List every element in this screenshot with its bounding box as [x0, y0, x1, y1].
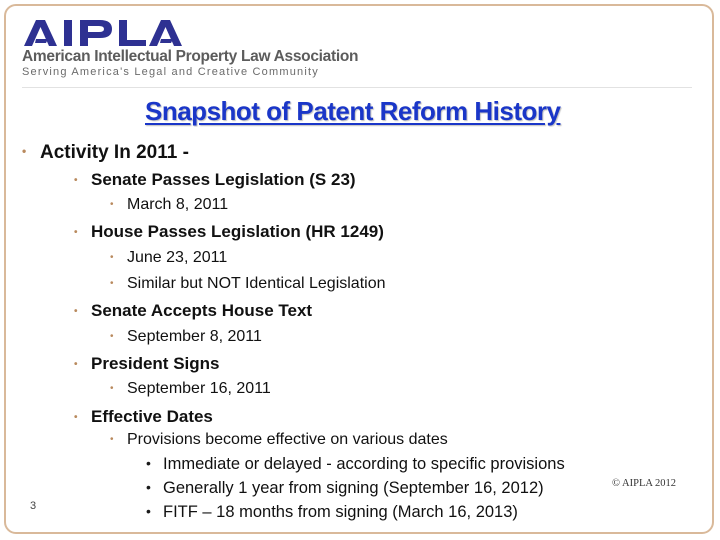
detail-text: Immediate or delayed - according to specific provisions	[163, 455, 565, 473]
subitem-house-passes-note	[110, 275, 386, 293]
item-senate-accepts	[74, 301, 312, 321]
subitem-text: September 16, 2011	[127, 380, 271, 397]
copyright-notice: © AIPLA 2012	[612, 478, 676, 489]
subitem-president-signs-date	[110, 380, 271, 398]
slide-title: Snapshot of Patent Reform History	[145, 96, 561, 126]
subitem-senate-passes-date	[110, 196, 228, 214]
bullet-icon: •	[110, 434, 114, 445]
subitem-text: Similar but NOT Identical Legislation	[127, 275, 386, 292]
bullet-icon: •	[74, 175, 78, 186]
detail-text: FITF – 18 months from signing (March 16, 2013)	[163, 503, 518, 521]
subitem-senate-accepts-date	[110, 328, 262, 346]
subitem-effective-dates-note	[110, 431, 448, 449]
bullet-icon: •	[110, 278, 114, 289]
item-senate-passes	[74, 170, 356, 190]
heading-activity-2011	[22, 142, 189, 164]
logo-mark-text: AIPLA	[22, 18, 25, 19]
heading-text: Activity In 2011 -	[40, 142, 189, 163]
item-house-passes	[74, 222, 384, 242]
subitem-text: September 8, 2011	[127, 328, 262, 345]
bullet-icon: •	[146, 479, 151, 495]
bullet-icon: •	[146, 503, 151, 519]
subitem-text: March 8, 2011	[127, 196, 229, 213]
bullet-icon: •	[110, 383, 114, 394]
subitem-text: June 23, 2011	[127, 249, 228, 266]
bullet-icon: •	[74, 359, 78, 370]
item-text: House Passes Legislation (HR 1249)	[91, 222, 384, 241]
bullet-icon: •	[74, 227, 78, 238]
detail-effective-1	[146, 455, 565, 474]
detail-effective-3	[146, 503, 518, 522]
subitem-house-passes-date	[110, 249, 227, 267]
bullet-icon: •	[146, 455, 151, 471]
logo-org-name: American Intellectual Property Law Association	[22, 48, 359, 65]
aipla-logo	[22, 18, 192, 48]
item-president-signs	[74, 354, 219, 374]
subitem-text: Provisions become effective on various dates	[127, 431, 448, 448]
bullet-icon: •	[110, 331, 114, 342]
item-text: Senate Passes Legislation (S 23)	[91, 170, 356, 189]
item-text: President Signs	[91, 354, 220, 373]
bullet-icon: •	[74, 306, 78, 317]
bullet-icon: •	[110, 252, 114, 263]
header-divider	[22, 87, 692, 88]
detail-effective-2	[146, 479, 544, 498]
bullet-icon: •	[74, 412, 78, 423]
bullet-icon: •	[110, 199, 114, 210]
detail-text: Generally 1 year from signing (September 16, 2012)	[163, 479, 544, 497]
logo-tagline: Serving America's Legal and Creative Community	[22, 66, 319, 78]
item-effective-dates	[74, 407, 213, 427]
item-text: Effective Dates	[91, 407, 213, 426]
bullet-icon: •	[22, 144, 27, 158]
item-text: Senate Accepts House Text	[91, 301, 313, 320]
slide-number: 3	[29, 500, 37, 512]
